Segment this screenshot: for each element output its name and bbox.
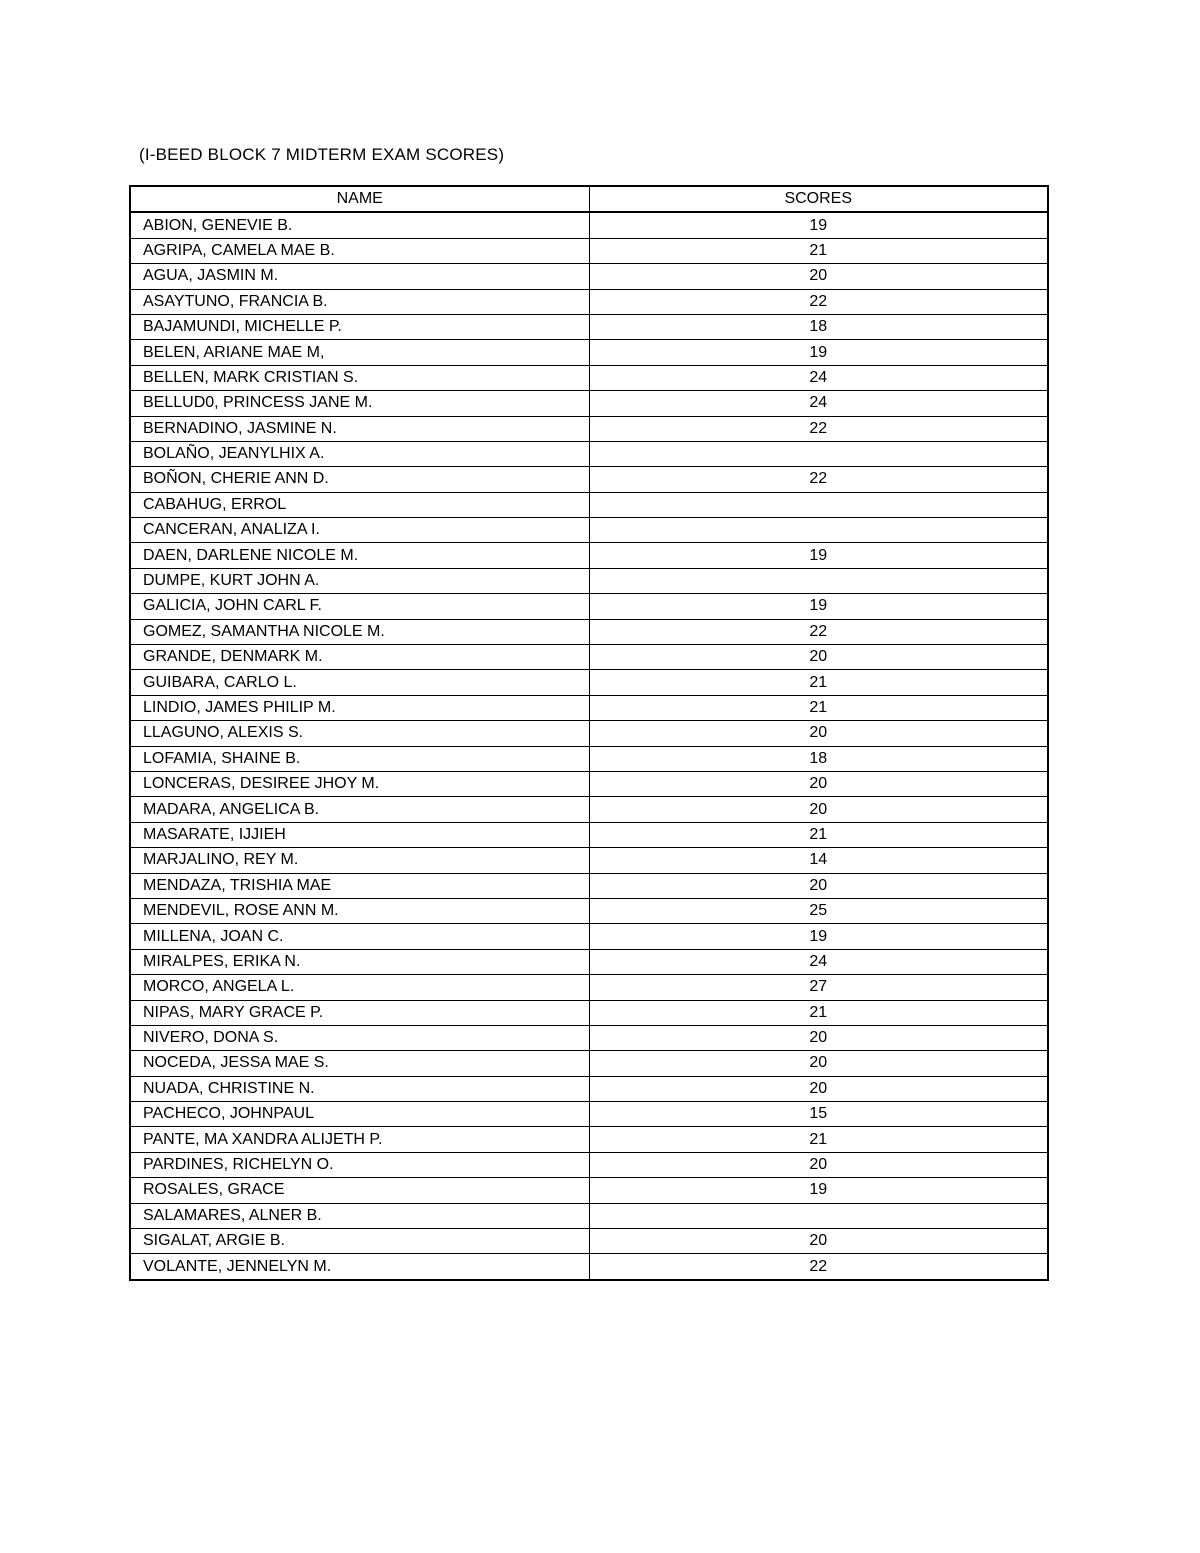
- table-row: [130, 1000, 1048, 1025]
- table-row: [130, 518, 1048, 543]
- table-row: [130, 1203, 1048, 1228]
- score-cell: 19: [589, 543, 1048, 568]
- student-name-cell: BELLUD0, PRINCESS JANE M.: [130, 391, 589, 416]
- student-name-cell: MORCO, ANGELA L.: [130, 975, 589, 1000]
- score-cell: 21: [589, 1000, 1048, 1025]
- score-cell: 22: [589, 619, 1048, 644]
- student-name-cell: GOMEZ, SAMANTHA NICOLE M.: [130, 619, 589, 644]
- table-row: [130, 1102, 1048, 1127]
- student-name-cell: PARDINES, RICHELYN O.: [130, 1152, 589, 1177]
- score-cell: 20: [589, 797, 1048, 822]
- student-name-cell: PANTE, MA XANDRA ALIJETH P.: [130, 1127, 589, 1152]
- student-name-cell: DUMPE, KURT JOHN A.: [130, 568, 589, 593]
- table-row: [130, 340, 1048, 365]
- score-cell: 25: [589, 898, 1048, 923]
- student-name-cell: DAEN, DARLENE NICOLE M.: [130, 543, 589, 568]
- student-name-cell: MASARATE, IJJIEH: [130, 822, 589, 847]
- table-row: [130, 670, 1048, 695]
- score-cell: 21: [589, 670, 1048, 695]
- student-name-cell: CABAHUG, ERROL: [130, 492, 589, 517]
- student-name-cell: BELLEN, MARK CRISTIAN S.: [130, 365, 589, 390]
- student-name-cell: BERNADINO, JASMINE N.: [130, 416, 589, 441]
- student-name-cell: NIPAS, MARY GRACE P.: [130, 1000, 589, 1025]
- table-row: [130, 264, 1048, 289]
- student-name-cell: VOLANTE, JENNELYN M.: [130, 1254, 589, 1280]
- student-name-cell: LOFAMIA, SHAINE B.: [130, 746, 589, 771]
- student-name-cell: MENDEVIL, ROSE ANN M.: [130, 898, 589, 923]
- student-name-cell: MILLENA, JOAN C.: [130, 924, 589, 949]
- student-name-cell: NOCEDA, JESSA MAE S.: [130, 1051, 589, 1076]
- table-row: [130, 467, 1048, 492]
- score-cell: 20: [589, 264, 1048, 289]
- score-cell: 24: [589, 391, 1048, 416]
- student-name-cell: ROSALES, GRACE: [130, 1178, 589, 1203]
- student-name-cell: LLAGUNO, ALEXIS S.: [130, 721, 589, 746]
- score-cell: 19: [589, 924, 1048, 949]
- score-cell: 19: [589, 594, 1048, 619]
- table-row: [130, 441, 1048, 466]
- table-row: [130, 949, 1048, 974]
- student-name-cell: MIRALPES, ERIKA N.: [130, 949, 589, 974]
- score-cell: 20: [589, 1025, 1048, 1050]
- table-row: [130, 568, 1048, 593]
- score-cell: 24: [589, 949, 1048, 974]
- student-name-cell: GUIBARA, CARLO L.: [130, 670, 589, 695]
- score-cell: 14: [589, 848, 1048, 873]
- score-cell: 21: [589, 238, 1048, 263]
- table-row: [130, 1229, 1048, 1254]
- student-name-cell: SALAMARES, ALNER B.: [130, 1203, 589, 1228]
- table-row: [130, 314, 1048, 339]
- table-row: [130, 898, 1048, 923]
- score-cell: 20: [589, 1076, 1048, 1101]
- score-cell: 20: [589, 771, 1048, 796]
- score-cell: 22: [589, 467, 1048, 492]
- score-cell: 21: [589, 695, 1048, 720]
- table-row: [130, 1025, 1048, 1050]
- score-cell: 20: [589, 645, 1048, 670]
- table-row: [130, 416, 1048, 441]
- table-row: [130, 822, 1048, 847]
- score-cell: 20: [589, 873, 1048, 898]
- table-row: [130, 873, 1048, 898]
- document-title: (I-BEED BLOCK 7 MIDTERM EXAM SCORES): [139, 145, 505, 164]
- student-name-cell: PACHECO, JOHNPAUL: [130, 1102, 589, 1127]
- score-cell: 20: [589, 1152, 1048, 1177]
- table-row: [130, 1076, 1048, 1101]
- student-name-cell: BELEN, ARIANE MAE M,: [130, 340, 589, 365]
- student-name-cell: AGRIPA, CAMELA MAE B.: [130, 238, 589, 263]
- score-cell: [589, 492, 1048, 517]
- column-header-name: NAME: [130, 186, 589, 212]
- table-row: [130, 1051, 1048, 1076]
- table-row: [130, 797, 1048, 822]
- score-cell: 18: [589, 314, 1048, 339]
- student-name-cell: MENDAZA, TRISHIA MAE: [130, 873, 589, 898]
- student-name-cell: GALICIA, JOHN CARL F.: [130, 594, 589, 619]
- table-row: [130, 1152, 1048, 1177]
- student-name-cell: CANCERAN, ANALIZA I.: [130, 518, 589, 543]
- student-name-cell: ASAYTUNO, FRANCIA B.: [130, 289, 589, 314]
- score-cell: 22: [589, 1254, 1048, 1280]
- score-cell: 18: [589, 746, 1048, 771]
- table-row: [130, 1178, 1048, 1203]
- table-row: [130, 212, 1048, 238]
- score-cell: 19: [589, 212, 1048, 238]
- score-cell: [589, 441, 1048, 466]
- score-cell: 22: [589, 416, 1048, 441]
- table-row: [130, 695, 1048, 720]
- student-name-cell: MADARA, ANGELICA B.: [130, 797, 589, 822]
- score-cell: 21: [589, 822, 1048, 847]
- table-row: [130, 1127, 1048, 1152]
- student-name-cell: BOÑON, CHERIE ANN D.: [130, 467, 589, 492]
- score-cell: 20: [589, 1229, 1048, 1254]
- column-header-scores: SCORES: [589, 186, 1048, 212]
- table-row: [130, 391, 1048, 416]
- table-row: [130, 492, 1048, 517]
- score-cell: [589, 518, 1048, 543]
- student-name-cell: MARJALINO, REY M.: [130, 848, 589, 873]
- table-row: [130, 594, 1048, 619]
- table-row: [130, 365, 1048, 390]
- score-cell: 19: [589, 340, 1048, 365]
- table-row: [130, 1254, 1048, 1280]
- table-row: [130, 848, 1048, 873]
- table-row: [130, 238, 1048, 263]
- score-cell: 15: [589, 1102, 1048, 1127]
- table-row: [130, 975, 1048, 1000]
- scores-table: [129, 185, 1049, 1281]
- score-cell: 20: [589, 721, 1048, 746]
- table-row: [130, 721, 1048, 746]
- table-row: [130, 645, 1048, 670]
- table-row: [130, 924, 1048, 949]
- table-row: [130, 771, 1048, 796]
- student-name-cell: AGUA, JASMIN M.: [130, 264, 589, 289]
- score-cell: 27: [589, 975, 1048, 1000]
- table-row: [130, 746, 1048, 771]
- score-cell: 24: [589, 365, 1048, 390]
- table-row: [130, 619, 1048, 644]
- student-name-cell: SIGALAT, ARGIE B.: [130, 1229, 589, 1254]
- score-cell: [589, 1203, 1048, 1228]
- score-cell: [589, 568, 1048, 593]
- table-body: [130, 212, 1048, 1279]
- student-name-cell: GRANDE, DENMARK M.: [130, 645, 589, 670]
- score-cell: 21: [589, 1127, 1048, 1152]
- score-cell: 22: [589, 289, 1048, 314]
- score-cell: 19: [589, 1178, 1048, 1203]
- table-header-row: [130, 186, 1048, 212]
- student-name-cell: NUADA, CHRISTINE N.: [130, 1076, 589, 1101]
- student-name-cell: LINDIO, JAMES PHILIP M.: [130, 695, 589, 720]
- student-name-cell: NIVERO, DONA S.: [130, 1025, 589, 1050]
- score-cell: 20: [589, 1051, 1048, 1076]
- table-row: [130, 543, 1048, 568]
- student-name-cell: LONCERAS, DESIREE JHOY M.: [130, 771, 589, 796]
- student-name-cell: BAJAMUNDI, MICHELLE P.: [130, 314, 589, 339]
- student-name-cell: ABION, GENEVIE B.: [130, 212, 589, 238]
- table-row: [130, 289, 1048, 314]
- student-name-cell: BOLAÑO, JEANYLHIX A.: [130, 441, 589, 466]
